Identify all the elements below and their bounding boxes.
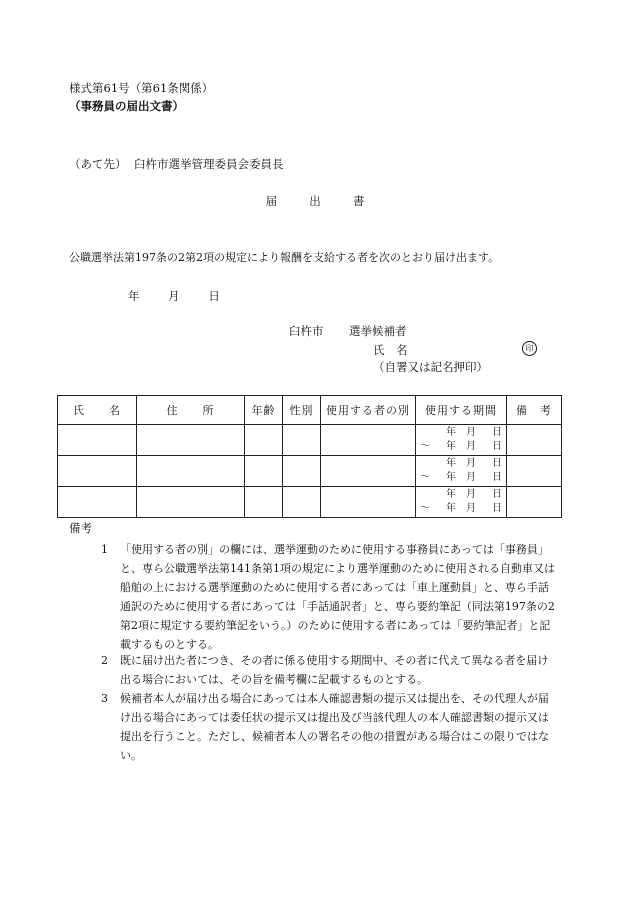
- cell-name[interactable]: [58, 487, 137, 518]
- remark-text: 候補者本人が届け出る場合にあっては本人確認書類の提示又は提出を、その代理人が届け出る場合にあっては委任状の提示又は提出及び当該代理人の本人確認書類の提示又は提出を行うこと。ただし、候補者本人の署名その他の措置がある場合はこの限りではない。: [120, 692, 549, 762]
- date-line: [128, 288, 245, 304]
- signer-city: 臼杵市: [289, 324, 324, 338]
- remark-note: [101, 651, 559, 689]
- cell-address[interactable]: [137, 425, 245, 456]
- cell-role[interactable]: [321, 487, 416, 518]
- cell-address[interactable]: [137, 487, 245, 518]
- remark-number: 2: [101, 654, 108, 667]
- cell-period[interactable]: 年 月 日 ～ 年 月 日: [416, 456, 507, 487]
- cell-role[interactable]: [321, 456, 416, 487]
- cell-period[interactable]: 年 月 日 ～ 年 月 日: [416, 425, 507, 456]
- cell-sex[interactable]: [283, 487, 321, 518]
- remark-text: 既に届け出た者につき、その者に係る使用する期間中、その者に代えて異なる者を届け出る場合においては、その旨を備考欄に記載するものとする。: [120, 654, 549, 686]
- cell-age[interactable]: [245, 487, 283, 518]
- title-char: 出: [309, 194, 321, 208]
- header-sex: 性別: [283, 396, 321, 425]
- addressee-label: （あて先）: [69, 157, 127, 171]
- document-title: [0, 193, 630, 209]
- header-name: 氏 名: [58, 396, 137, 425]
- cell-remarks[interactable]: [507, 456, 562, 487]
- title-char: 届: [265, 194, 278, 208]
- form-number: 様式第61号（第61条関係）: [69, 81, 214, 95]
- table-header-row: [58, 396, 562, 425]
- seal-mark: 印: [522, 341, 537, 356]
- addressee-name: 臼杵市選挙管理委員会委員長: [134, 157, 284, 171]
- remark-note: [101, 689, 559, 765]
- cell-age[interactable]: [245, 425, 283, 456]
- cell-address[interactable]: [137, 456, 245, 487]
- header-role: 使用する者の別: [321, 396, 416, 425]
- cell-age[interactable]: [245, 456, 283, 487]
- name-label: 氏 名: [373, 343, 408, 357]
- title-char: 書: [352, 194, 365, 208]
- header-remarks: 備 考: [507, 396, 562, 425]
- employee-table: [57, 395, 562, 518]
- cell-period[interactable]: 年 月 日 ～ 年 月 日: [416, 487, 507, 518]
- cell-name[interactable]: [58, 425, 137, 456]
- date-day: 日: [208, 289, 220, 303]
- preamble-text: 公職選挙法第197条の2第2項の規定により報酬を支給する者を次のとおり届け出ます。: [69, 251, 500, 264]
- cell-remarks[interactable]: [507, 487, 562, 518]
- remarks-heading: 備考: [69, 521, 92, 535]
- remark-text: 「使用する者の別」の欄には、選挙運動のために使用する事務員にあっては「事務員」と、専ら公職選挙法第141条第1項の規定により選挙運動のために使用される自動車又は船舶の上における選挙運動のために使用する者にあっては「車上運動員」と、専ら手話通訳のために使用する者にあっては「手話通訳者」と、専ら要約筆記（同法第197条の2第2項に規定する要約筆記をいう。）のために使用する者にあっては「要約筆記者」と記載するものとする。: [120, 543, 555, 651]
- header-address: 住 所: [137, 396, 245, 425]
- date-month: 月: [168, 289, 180, 303]
- cell-sex[interactable]: [283, 456, 321, 487]
- remark-note: [101, 540, 559, 654]
- header-age: 年齢: [245, 396, 283, 425]
- cell-role[interactable]: [321, 425, 416, 456]
- cell-sex[interactable]: [283, 425, 321, 456]
- cell-remarks[interactable]: [507, 425, 562, 456]
- table-row: [58, 425, 562, 456]
- cell-name[interactable]: [58, 456, 137, 487]
- form-subtitle: （事務員の届出文書）: [69, 99, 184, 113]
- table-row: [58, 456, 562, 487]
- sign-note: （自署又は記名押印）: [373, 360, 488, 374]
- header-period: 使用する期間: [416, 396, 507, 425]
- candidate-label: 選挙候補者: [349, 324, 407, 338]
- remark-number: 3: [101, 692, 108, 705]
- remark-number: 1: [101, 543, 108, 556]
- date-year: 年: [128, 289, 140, 303]
- table-row: [58, 487, 562, 518]
